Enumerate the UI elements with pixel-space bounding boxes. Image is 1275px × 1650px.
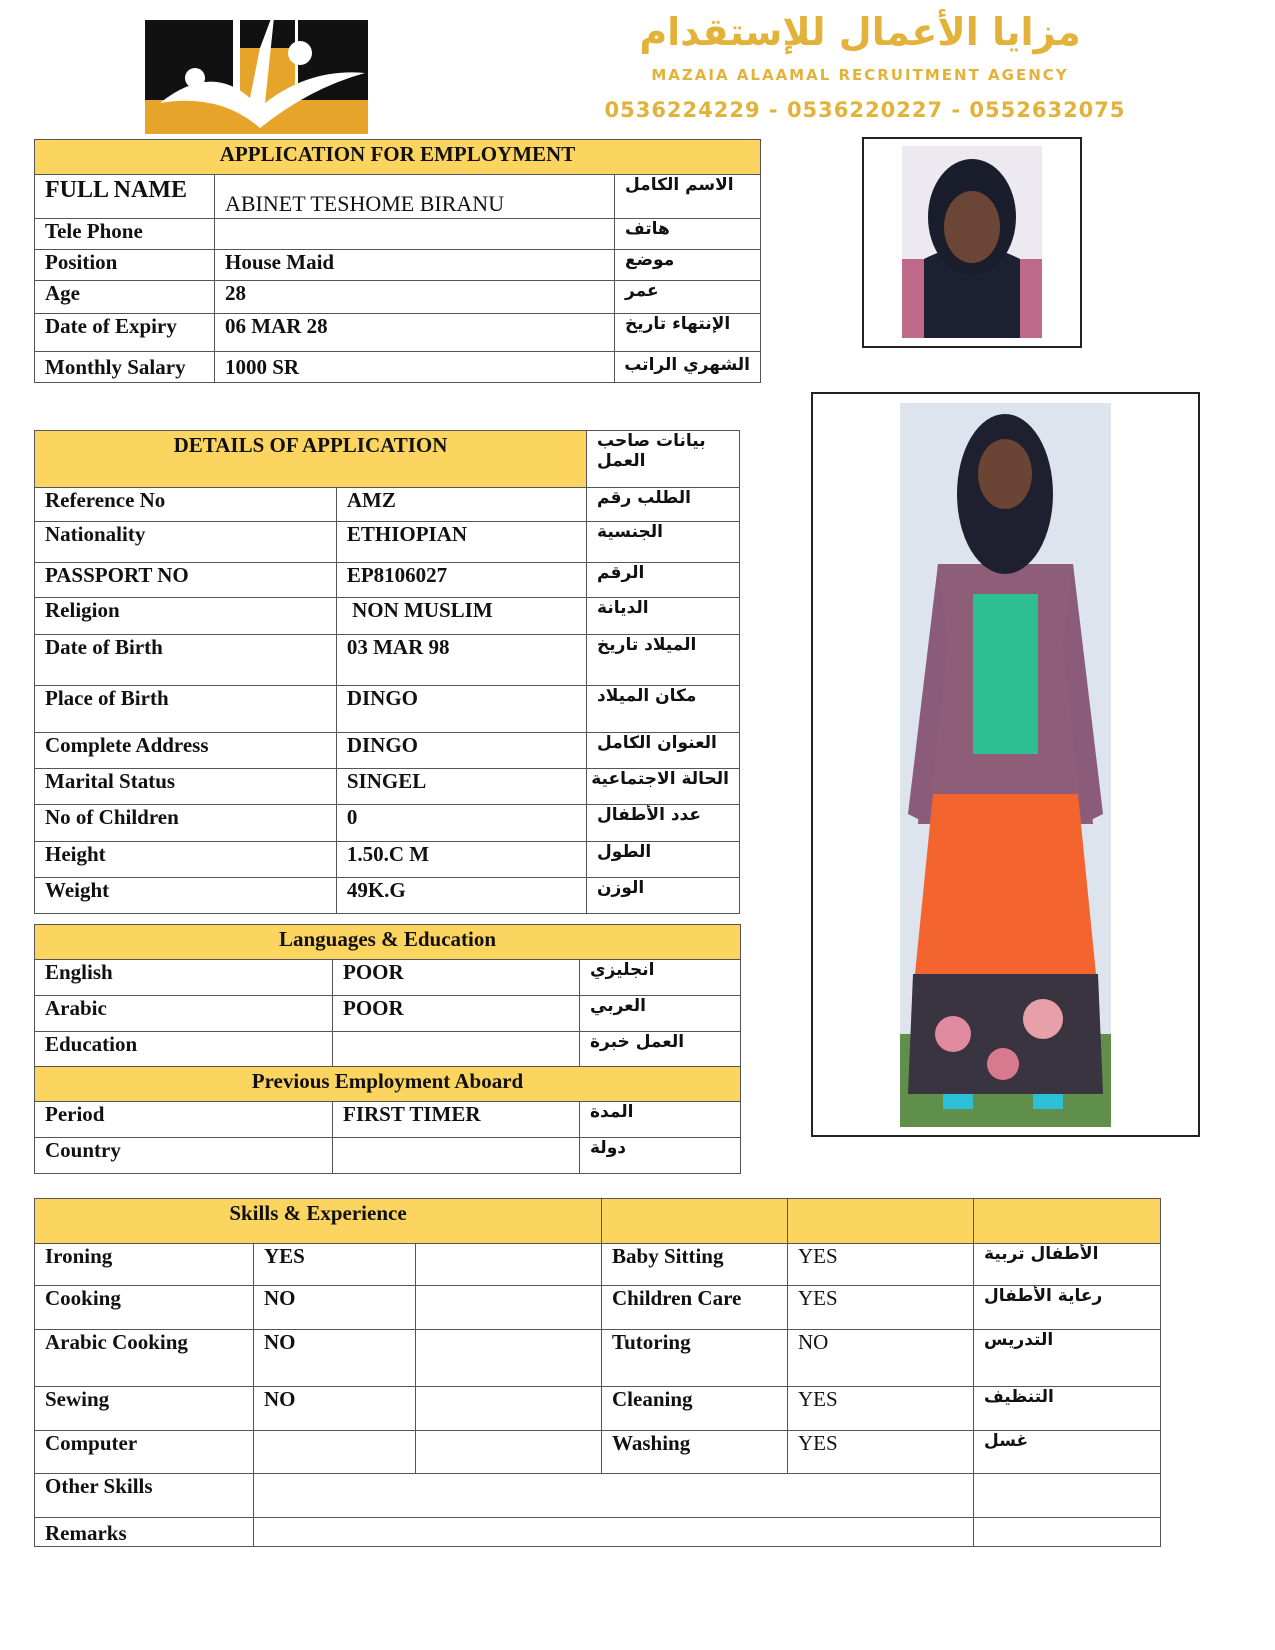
ar-place-of-birth: مكان الميلاد xyxy=(587,686,740,733)
value-reference-no: AMZ xyxy=(336,488,586,522)
label-reference-no: Reference No xyxy=(35,488,337,522)
value-english: POOR xyxy=(333,960,580,996)
ar-full-name: الاسم الكامل xyxy=(615,175,761,219)
agency-logo xyxy=(140,8,375,138)
value-education xyxy=(333,1032,580,1067)
skill-sewing-label: Sewing xyxy=(35,1387,254,1431)
skill-computer-label: Computer xyxy=(35,1431,254,1474)
remarks-value xyxy=(254,1518,974,1547)
ar-date-of-birth: الميلاد تاريخ xyxy=(587,635,740,686)
label-period: Period xyxy=(35,1102,333,1138)
skill-blank-cell xyxy=(416,1286,602,1330)
skill-blank-cell xyxy=(416,1431,602,1474)
skill-cooking-value: NO xyxy=(254,1286,416,1330)
ar-height: الطول xyxy=(587,842,740,878)
skills-title: Skills & Experience xyxy=(35,1199,602,1244)
value-period: FIRST TIMER xyxy=(333,1102,580,1138)
details-title-ar: بيانات صاحب العمل xyxy=(587,431,740,488)
skill-computer-value xyxy=(254,1431,416,1474)
value-arabic: POOR xyxy=(333,996,580,1032)
label-position: Position xyxy=(35,250,215,281)
ar-age: عمر xyxy=(615,281,761,314)
label-age: Age xyxy=(35,281,215,314)
ar-weight: الوزن xyxy=(587,878,740,914)
value-no-of-children: 0 xyxy=(336,805,586,842)
languages-title: Languages & Education xyxy=(35,925,741,960)
skills-header-blank-2 xyxy=(788,1199,974,1244)
skills-table xyxy=(34,1198,1161,1547)
value-position: House Maid xyxy=(215,250,615,281)
skill-cooking-label: Cooking xyxy=(35,1286,254,1330)
label-nationality: Nationality xyxy=(35,522,337,563)
value-weight: 49K.G xyxy=(336,878,586,914)
label-height: Height xyxy=(35,842,337,878)
agency-english-name: MAZAIA ALAAMAL RECRUITMENT AGENCY xyxy=(651,66,1069,84)
ar-religion: الديانة xyxy=(587,598,740,635)
label-education: Education xyxy=(35,1032,333,1067)
application-table xyxy=(34,139,761,383)
remarks-ar xyxy=(974,1518,1161,1547)
label-complete-address: Complete Address xyxy=(35,733,337,769)
passport-photo xyxy=(862,137,1082,348)
skill-sewing-value: NO xyxy=(254,1387,416,1431)
value-height: 1.50.C M xyxy=(336,842,586,878)
skill-baby-sitting-ar: الأطفال تربية xyxy=(974,1244,1161,1286)
label-place-of-birth: Place of Birth xyxy=(35,686,337,733)
value-marital-status: SINGEL xyxy=(336,769,586,805)
ar-passport-no: الرقم xyxy=(587,563,740,598)
skill-cleaning-label: Cleaning xyxy=(602,1387,788,1431)
other-skills-label: Other Skills xyxy=(35,1474,254,1518)
skill-children-care-value: YES xyxy=(788,1286,974,1330)
skill-ironing-value: YES xyxy=(254,1244,416,1286)
ar-marital-status: الحالة الاجتماعية xyxy=(587,769,740,805)
skill-tutoring-value: NO xyxy=(788,1330,974,1387)
label-english: English xyxy=(35,960,333,996)
value-date-of-expiry: 06 MAR 28 xyxy=(215,314,615,352)
ar-complete-address: العنوان الكامل xyxy=(587,733,740,769)
value-passport-no: EP8106027 xyxy=(336,563,586,598)
label-religion: Religion xyxy=(35,598,337,635)
value-place-of-birth: DINGO xyxy=(336,686,586,733)
skill-washing-label: Washing xyxy=(602,1431,788,1474)
skills-header-blank-3 xyxy=(974,1199,1161,1244)
skill-tutoring-label: Tutoring xyxy=(602,1330,788,1387)
value-age: 28 xyxy=(215,281,615,314)
skill-arabic-cooking-value: NO xyxy=(254,1330,416,1387)
skill-tutoring-ar: التدريس xyxy=(974,1330,1161,1387)
skill-washing-ar: غسل xyxy=(974,1431,1161,1474)
agency-arabic-name: مزايا الأعمال للإستقدام xyxy=(639,10,1081,54)
other-skills-value xyxy=(254,1474,974,1518)
skill-arabic-cooking-label: Arabic Cooking xyxy=(35,1330,254,1387)
value-tele-phone xyxy=(215,219,615,250)
skills-header-blank-1 xyxy=(602,1199,788,1244)
label-monthly-salary: Monthly Salary xyxy=(35,352,215,383)
label-country: Country xyxy=(35,1138,333,1174)
label-date-of-birth: Date of Birth xyxy=(35,635,337,686)
ar-nationality: الجنسية xyxy=(587,522,740,563)
ar-period: المدة xyxy=(580,1102,741,1138)
skill-children-care-ar: رعاية الأطفال xyxy=(974,1286,1161,1330)
languages-table xyxy=(34,924,741,1174)
ar-monthly-salary: الشهري الراتب xyxy=(615,352,761,383)
label-date-of-expiry: Date of Expiry xyxy=(35,314,215,352)
skill-blank-cell xyxy=(416,1244,602,1286)
label-passport-no: PASSPORT NO xyxy=(35,563,337,598)
skill-blank-cell xyxy=(416,1330,602,1387)
ar-reference-no: الطلب رقم xyxy=(587,488,740,522)
label-tele-phone: Tele Phone xyxy=(35,219,215,250)
value-nationality: ETHIOPIAN xyxy=(336,522,586,563)
ar-country: دولة xyxy=(580,1138,741,1174)
ar-english: انجليزي xyxy=(580,960,741,996)
label-weight: Weight xyxy=(35,878,337,914)
value-full-name: ABINET TESHOME BIRANU xyxy=(215,175,615,219)
value-country xyxy=(333,1138,580,1174)
skill-washing-value: YES xyxy=(788,1431,974,1474)
details-title: DETAILS OF APPLICATION xyxy=(35,431,587,488)
ar-arabic: العربي xyxy=(580,996,741,1032)
label-marital-status: Marital Status xyxy=(35,769,337,805)
skill-ironing-label: Ironing xyxy=(35,1244,254,1286)
remarks-label: Remarks xyxy=(35,1518,254,1547)
ar-tele-phone: هاتف xyxy=(615,219,761,250)
skill-baby-sitting-value: YES xyxy=(788,1244,974,1286)
ar-date-of-expiry: الإنتهاء تاريخ xyxy=(615,314,761,352)
other-skills-ar xyxy=(974,1474,1161,1518)
skill-children-care-label: Children Care xyxy=(602,1286,788,1330)
full-body-photo xyxy=(811,392,1200,1137)
label-no-of-children: No of Children xyxy=(35,805,337,842)
application-title: APPLICATION FOR EMPLOYMENT xyxy=(35,140,761,175)
ar-position: موضع xyxy=(615,250,761,281)
previous-title: Previous Employment Aboard xyxy=(35,1067,741,1102)
skill-cleaning-ar: التنظيف xyxy=(974,1387,1161,1431)
details-table xyxy=(34,430,740,914)
skill-baby-sitting-label: Baby Sitting xyxy=(602,1244,788,1286)
label-arabic: Arabic xyxy=(35,996,333,1032)
value-date-of-birth: 03 MAR 98 xyxy=(336,635,586,686)
agency-phones: 0536224229 - 0536220227 - 0552632075 xyxy=(604,98,1126,122)
skill-cleaning-value: YES xyxy=(788,1387,974,1431)
ar-education: العمل خبرة xyxy=(580,1032,741,1067)
value-monthly-salary: 1000 SR xyxy=(215,352,615,383)
skill-blank-cell xyxy=(416,1387,602,1431)
value-complete-address: DINGO xyxy=(336,733,586,769)
label-full-name: FULL NAME xyxy=(35,175,215,219)
ar-no-of-children: عدد الأطفال xyxy=(587,805,740,842)
value-religion: NON MUSLIM xyxy=(336,598,586,635)
